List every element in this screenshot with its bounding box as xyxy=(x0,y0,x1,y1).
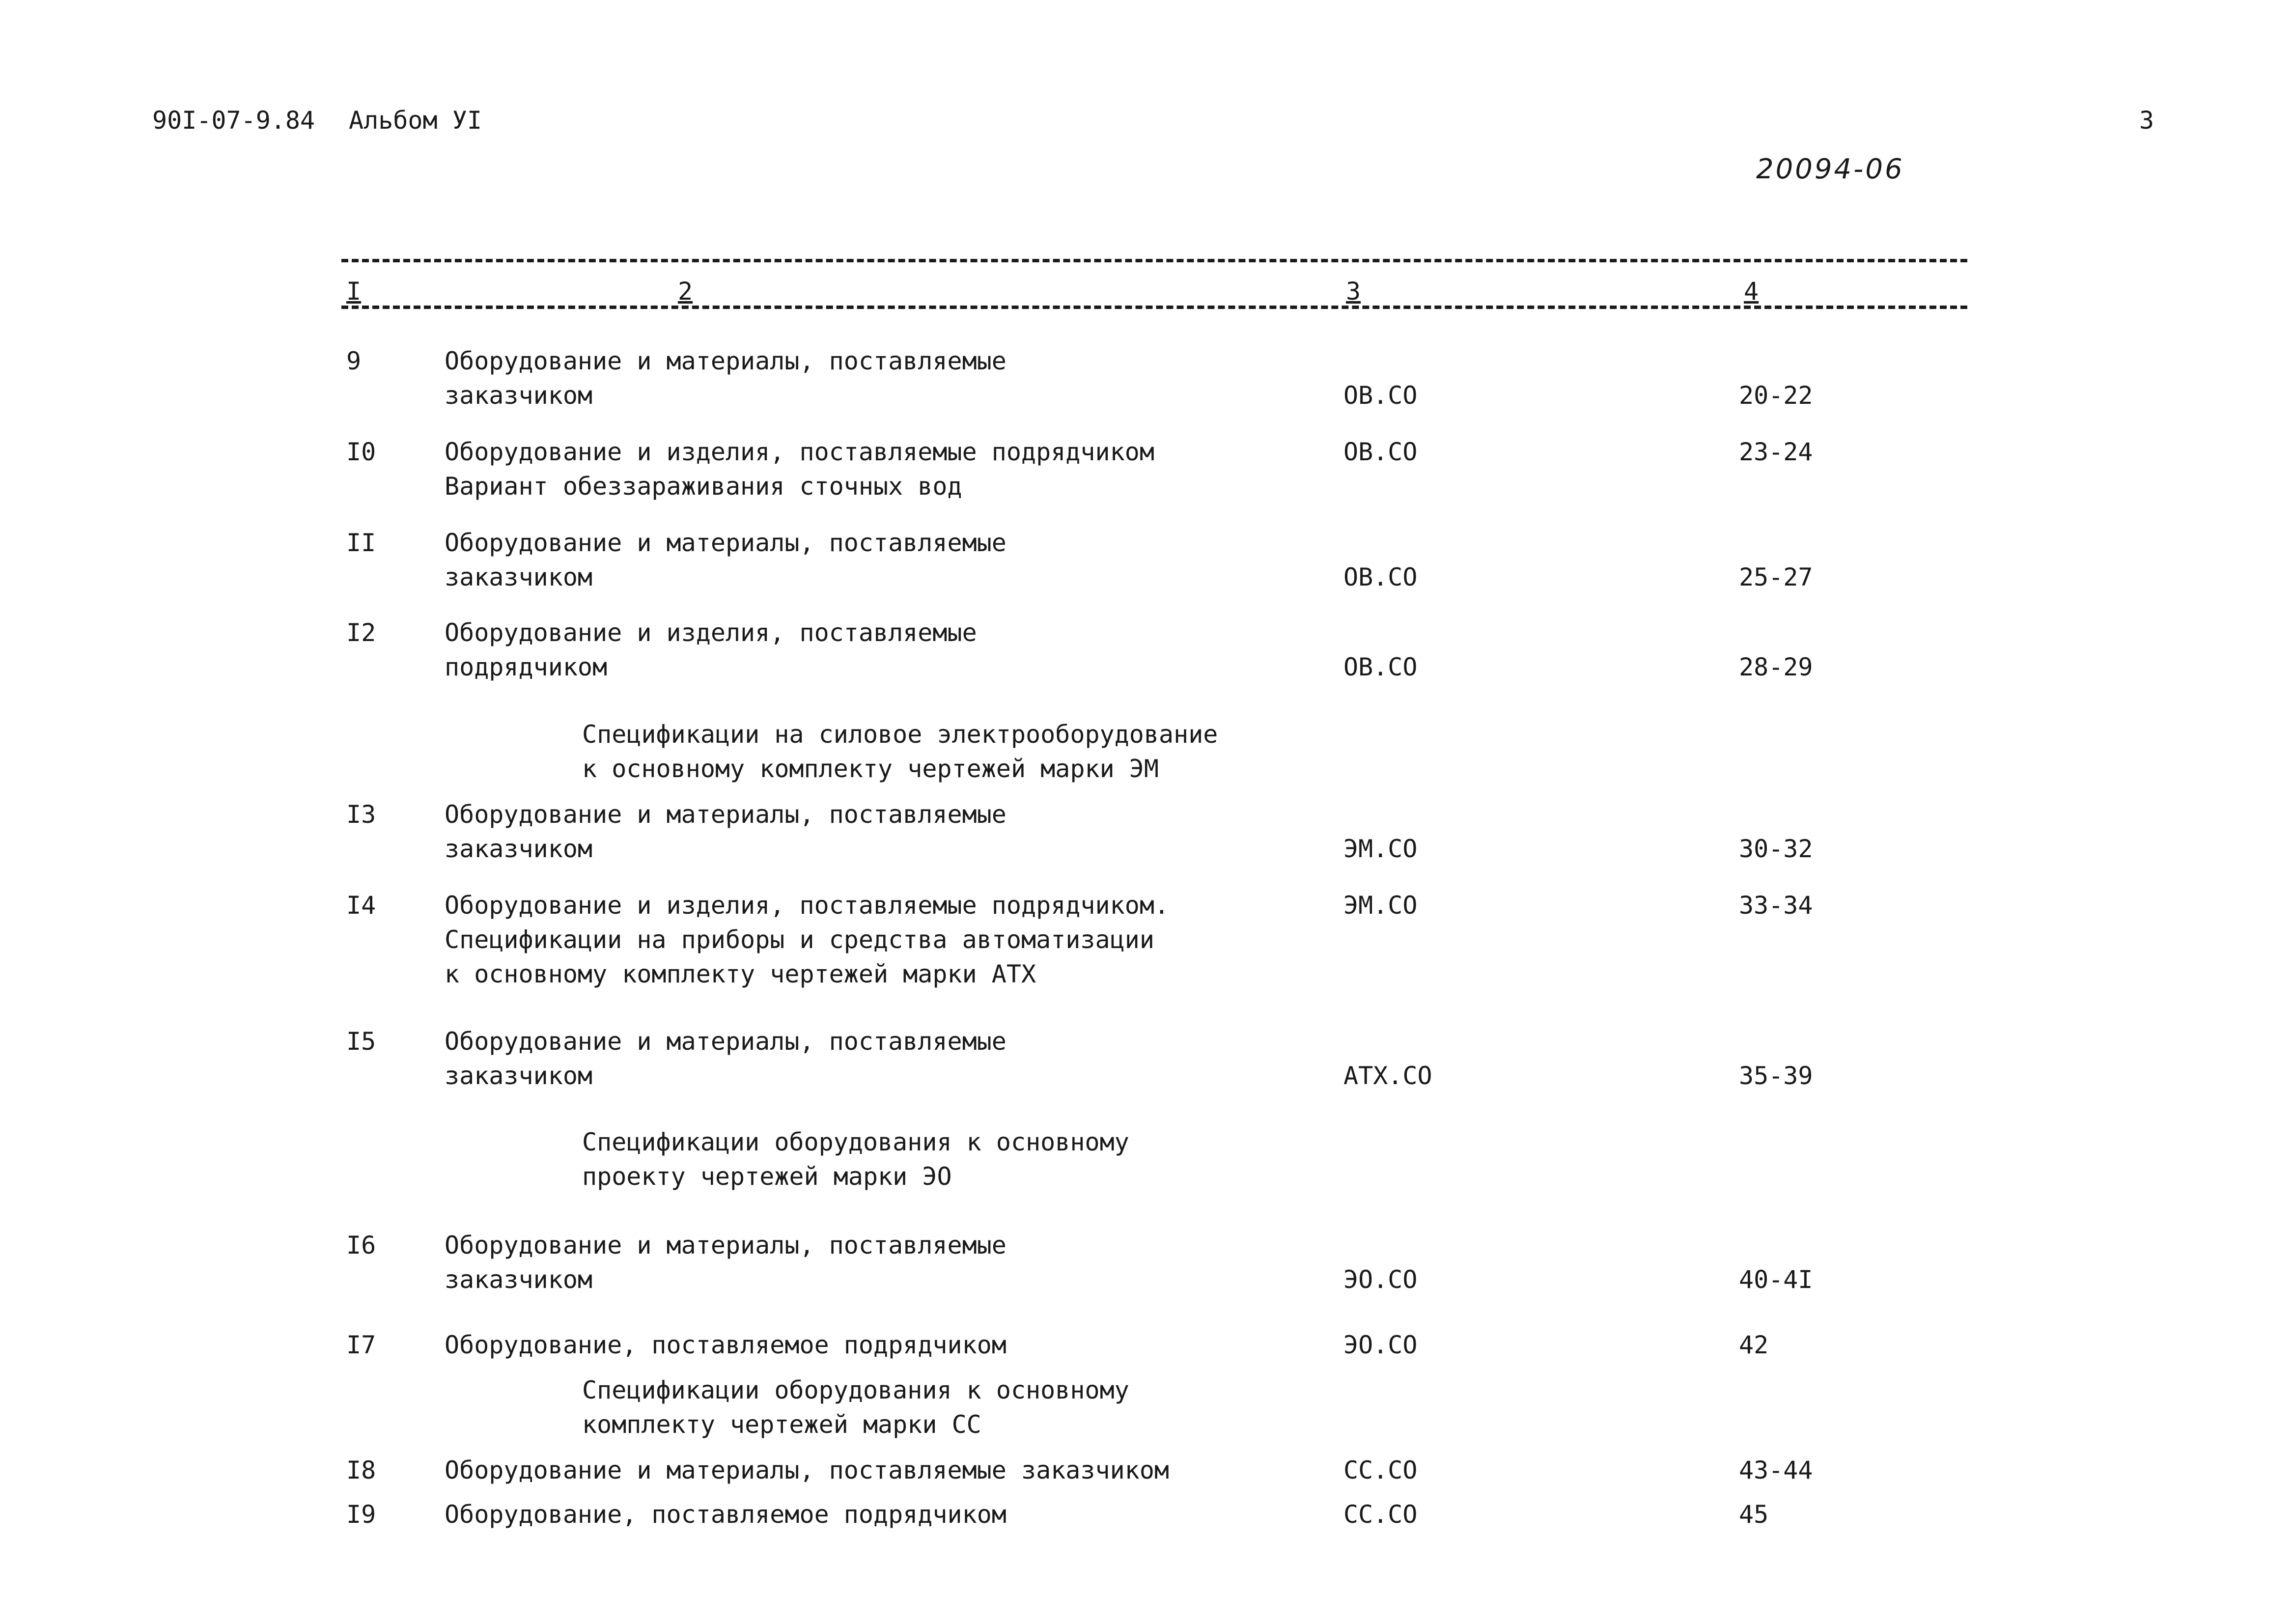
table-row-pages: 40-4I xyxy=(1739,1265,1813,1294)
table-row-description: Оборудование и изделия, поставляемые подрядчиком. xyxy=(445,891,1170,920)
table-row-code: ОВ.СО xyxy=(1343,653,1418,681)
table-row-number: I4 xyxy=(346,891,376,920)
table-row-number: I3 xyxy=(346,800,376,829)
table-row-number: 9 xyxy=(346,347,362,375)
column-number-4: 4 xyxy=(1744,277,1759,306)
table-row-code: ЭО.СО xyxy=(1343,1265,1418,1294)
table-row-description: заказчиком xyxy=(445,1265,593,1294)
handwritten-inventory-number: 20094-06 xyxy=(1756,153,1904,185)
table-row-number: I5 xyxy=(346,1027,376,1056)
table-row-description: Оборудование и изделия, поставляемые xyxy=(445,618,977,647)
table-row-description: к основному комплекту чертежей марки АТХ xyxy=(445,960,1036,988)
table-row-code: ОВ.СО xyxy=(1343,438,1418,466)
column-number-1: I xyxy=(346,277,362,306)
table-row-description: Оборудование, поставляемое подрядчиком xyxy=(445,1331,1006,1359)
table-row-description: заказчиком xyxy=(445,835,593,863)
table-row-pages: 25-27 xyxy=(1739,563,1813,591)
table-top-rule xyxy=(341,259,1967,262)
table-row-code: АТХ.СО xyxy=(1343,1062,1432,1090)
table-row-code: СС.СО xyxy=(1343,1456,1418,1484)
table-row-code: ОВ.СО xyxy=(1343,563,1418,591)
table-row-description: Спецификации на приборы и средства автоматизации xyxy=(445,925,1154,954)
page-number: 3 xyxy=(2139,106,2154,135)
table-row-description: заказчиком xyxy=(445,1062,593,1090)
table-row-pages: 42 xyxy=(1739,1331,1769,1359)
table-row-description: Оборудование и изделия, поставляемые подрядчиком xyxy=(445,438,1154,466)
table-row-description: Оборудование и материалы, поставляемые заказчиком xyxy=(445,1456,1170,1484)
section-heading: проекту чертежей марки ЭО xyxy=(582,1162,952,1191)
table-row-description: Оборудование и материалы, поставляемые xyxy=(445,800,1006,829)
table-row-description: заказчиком xyxy=(445,381,593,410)
table-row-code: ЭМ.СО xyxy=(1343,835,1418,863)
section-heading: к основному комплекту чертежей марки ЭМ xyxy=(582,755,1159,783)
table-row-number: I8 xyxy=(346,1456,376,1484)
table-row-pages: 30-32 xyxy=(1739,835,1813,863)
table-row-pages: 35-39 xyxy=(1739,1062,1813,1090)
table-row-description: Оборудование и материалы, поставляемые xyxy=(445,1027,1006,1056)
document-code: 90I-07-9.84 xyxy=(152,106,315,135)
table-row-pages: 43-44 xyxy=(1739,1456,1813,1484)
table-row-pages: 20-22 xyxy=(1739,381,1813,410)
table-header-rule xyxy=(341,306,1967,309)
table-row-description: подрядчиком xyxy=(445,653,608,681)
table-row-description: Оборудование и материалы, поставляемые xyxy=(445,1231,1006,1260)
table-row-number: I0 xyxy=(346,438,376,466)
table-row-number: I6 xyxy=(346,1231,376,1260)
table-row-description: заказчиком xyxy=(445,563,593,591)
table-row-code: ЭМ.СО xyxy=(1343,891,1418,920)
column-number-3: 3 xyxy=(1346,277,1361,306)
table-row-code: ОВ.СО xyxy=(1343,381,1418,410)
table-row-pages: 23-24 xyxy=(1739,438,1813,466)
table-row-pages: 45 xyxy=(1739,1500,1769,1529)
table-row-description: Оборудование, поставляемое подрядчиком xyxy=(445,1500,1006,1529)
section-heading: Спецификации оборудования к основному xyxy=(582,1128,1129,1156)
table-row-code: СС.СО xyxy=(1343,1500,1418,1529)
table-row-number: I7 xyxy=(346,1331,376,1359)
album-label: Альбом УI xyxy=(349,106,482,135)
table-row-code: ЭО.СО xyxy=(1343,1331,1418,1359)
table-row-number: I2 xyxy=(346,618,376,647)
section-heading: комплекту чертежей марки СС xyxy=(582,1410,981,1439)
table-row-pages: 33-34 xyxy=(1739,891,1813,920)
table-row-pages: 28-29 xyxy=(1739,653,1813,681)
section-heading: Спецификации оборудования к основному xyxy=(582,1376,1129,1404)
table-row-description: Оборудование и материалы, поставляемые xyxy=(445,529,1006,557)
table-row-description: Оборудование и материалы, поставляемые xyxy=(445,347,1006,375)
section-heading: Спецификации на силовое электрооборудование xyxy=(582,720,1218,749)
column-number-2: 2 xyxy=(678,277,693,306)
table-row-number: II xyxy=(346,529,376,557)
table-row-number: I9 xyxy=(346,1500,376,1529)
table-row-description: Вариант обеззараживания сточных вод xyxy=(445,472,962,501)
